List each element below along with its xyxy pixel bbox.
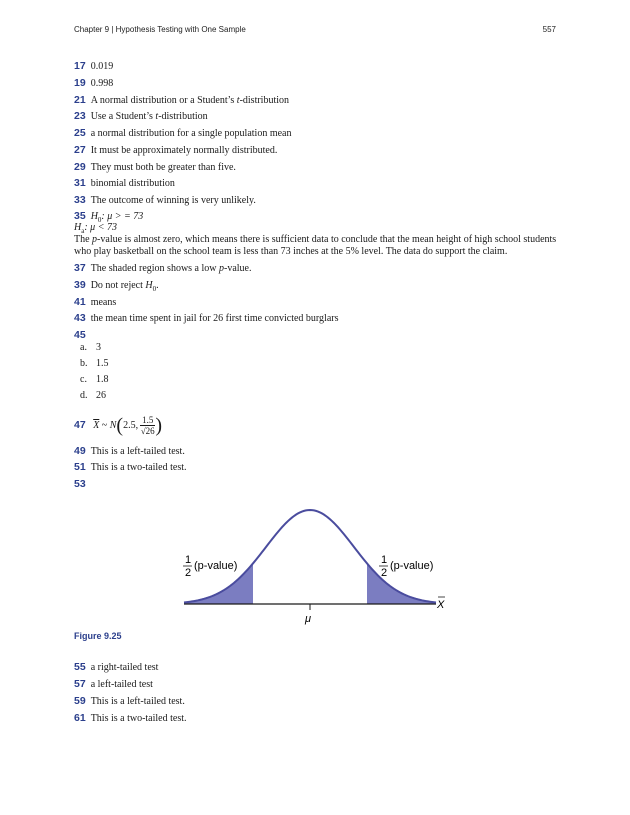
answer-35-alt-hypothesis: $H_a$: μ < 73 (74, 222, 117, 235)
answer-19: 19 0.998 (74, 77, 114, 89)
answer-43: 43 the mean time spent in jail for 26 first time convicted burglars (74, 312, 339, 324)
chapter-title: Chapter 9 | Hypothesis Testing with One Sample (74, 25, 246, 34)
answer-45-a: a. 3 (80, 342, 101, 353)
page-number: 557 (542, 25, 556, 34)
figure-caption: Figure 9.25 (74, 631, 122, 641)
answer-51: 51 This is a two-tailed test. (74, 461, 187, 473)
answer-31: 31 binomial distribution (74, 177, 175, 189)
normal-curve (184, 510, 436, 602)
answer-39: 39 Do not reject $H_0$. (74, 279, 159, 293)
right-p-value-label: (p-value) (390, 560, 434, 572)
answer-23: 23 Use a Student’s t-distribution (74, 110, 208, 122)
answer-45-b: b. 1.5 (80, 358, 109, 369)
x-bar-axis-label: X (437, 599, 445, 611)
answer-21: 21 A normal distribution or a Student’s t-distribution (74, 94, 290, 106)
answer-29: 29 They must both be greater than five. (74, 161, 236, 173)
answer-17: 17 0.019 (74, 60, 114, 72)
answer-25: 25 a normal distribution for a single population mean (74, 127, 292, 139)
answer-45-d: d. 26 (80, 390, 106, 401)
answer-55: 55 a right-tailed test (74, 661, 159, 673)
x-bar: $\overline{X}$ (93, 420, 100, 431)
answer-45-c: c. 1.8 (80, 374, 109, 385)
answer-61: 61 This is a two-tailed test. (74, 712, 187, 724)
right-frac-den: 2 (381, 567, 388, 579)
right-frac-num: 1 (381, 554, 388, 566)
answer-35-null-hypothesis: 35 $H_0$: μ > = 73 (74, 210, 144, 224)
answer-59: 59 This is a left-tailed test. (74, 695, 185, 707)
left-p-value-label: (p-value) (194, 560, 238, 572)
answer-33: 33 The outcome of winning is very unlikely. (74, 194, 256, 206)
answer-35-conclusion: The p-value is almost zero, which means there is sufficient data to conclude that the mean height of high school students who play basketball on the school team is less than 73 inches at the 5% level. The data do support the claim. (74, 234, 557, 257)
answer-49: 49 This is a left-tailed test. (74, 445, 185, 457)
answer-41: 41 means (74, 296, 117, 308)
std-error-fraction: $\frac{1.5}{√26}$ (140, 415, 155, 437)
answer-45: 45 (74, 329, 86, 341)
left-frac-den: 2 (185, 567, 192, 579)
answer-57: 57 a left-tailed test (74, 678, 153, 690)
mu-label: μ (305, 613, 312, 625)
left-frac-num: 1 (185, 554, 192, 566)
answer-27: 27 It must be approximately normally distributed. (74, 144, 278, 156)
answer-53: 53 (74, 478, 86, 490)
answer-37: 37 The shaded region shows a low p-value. (74, 262, 252, 274)
answer-47: 47 $\overline{X}$ ~ N(2.5, $\frac{1.5}{√26}$ ) (74, 414, 162, 437)
